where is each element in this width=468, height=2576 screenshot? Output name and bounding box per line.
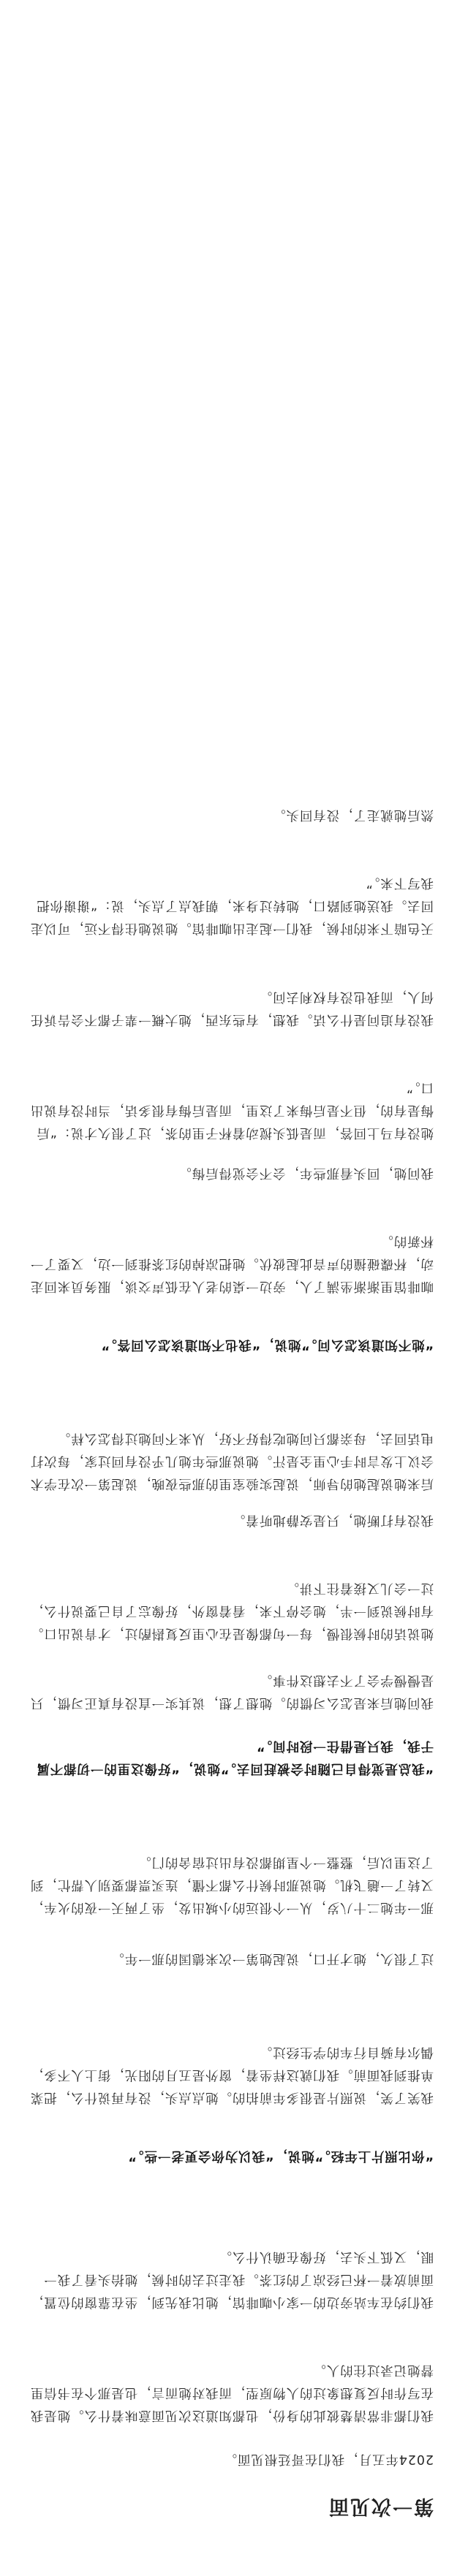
paragraph: 那一年她二十八岁，从一个很远的小城出发，坐了两天一夜的火车，又转了一趟飞机。她说那时候什么都不懂，连买票都要别人帮忙，到了这里以后，整整一个星期都没有出过宿舍的门。 <box>30 1855 434 1915</box>
paragraph: “你比照片上年轻。”她说，“我以为你会更老一些。” <box>127 2148 434 2163</box>
paragraph: 我问她后来是怎么习惯的。她想了想，说其实一直没有真正习惯，只是慢慢学会了不去想这件事。 <box>30 1673 434 1710</box>
paragraph: 我问她，回头看那些年，会不会觉得后悔。 <box>178 1166 434 1180</box>
paragraph: 我没有追问是什么话。我想，有些东西，她大概一辈子都不会告诉任何人，而我也没有权利去问。 <box>30 989 434 1027</box>
paragraph: 然后她就走了，没有回头。 <box>272 808 434 822</box>
page-title: 第一次见面 <box>328 2495 434 2518</box>
paragraph: 我们都非常清楚彼此的身份，也都知道这次见面意味着什么。她是我在写作时反复想象过的人物原型，而我对她而言，也是那个在书信里替她记录过往的人。 <box>30 2363 434 2423</box>
paragraph: 我没有打断她，只是安静地听着。 <box>232 1513 434 1527</box>
paragraph: “我总是觉得自己随时会被赶回去。”她说，“好像这里的一切都不属于我，我只是借住一段时间。” <box>36 1739 434 1776</box>
paragraph: “她不知道该怎么问。”她说，“我也不知道该怎么回答。” <box>100 1337 434 1352</box>
paragraph: 我们约在车站旁边的一家小咖啡馆，她比我先到，坐在靠窗的位置，面前放着一杯已经凉了的红茶。我走过去的时候，她抬头看了我一眼，又低下头去，好像在确认什么。 <box>30 2249 434 2309</box>
paragraph: 2024年五月，我们在哥廷根见面。 <box>223 2452 434 2466</box>
paragraph: 她没有马上回答，而是低头搅动着杯子里的茶，过了很久才说：“后悔是有的，但不是后悔来了这里，而是后悔有很多话，当时没有说出口。” <box>30 1080 434 1140</box>
paragraph: 天色暗下来的时候，我们一起走出咖啡馆。她说她住得不远，可以走回去。我送她到路口，她转过身来，朝我点了点头，说：“谢谢你把我写下来。” <box>30 875 434 935</box>
paragraph: 咖啡馆里渐渐坐满了人，旁边一桌的老人在低声交谈，服务员来回走动，杯碟碰撞的声音此起彼伏。她把凉掉的红茶推到一边，又要了一杯新的。 <box>30 1234 434 1293</box>
paragraph: 后来她说起她的导师，说起实验室里的那些夜晚，说起第一次在学术会议上发言时手心里全是汗。她说那些年她几乎没有回过家，每次打电话回去，母亲都只问她吃得好不好，从来不问她过得怎么样。 <box>30 1431 434 1491</box>
paragraph: 我笑了笑，说照片是很多年前拍的。她点点头，没有再说什么，把菜单推到我面前。我们就这样坐着，窗外是五月的阳光，街上人不多，偶尔有骑自行车的学生经过。 <box>30 2045 434 2105</box>
paragraph: 过了很久，她才开口，说起她第一次来德国的那一年。 <box>110 1951 434 1966</box>
paragraph: 她说话的时候很慢，每一句都像是在心里反复斟酌过，才肯说出口。有时候说到一半，她会停下来，看着窗外，好像忘了自己要说什么，过一会儿又接着往下讲。 <box>30 1581 434 1641</box>
